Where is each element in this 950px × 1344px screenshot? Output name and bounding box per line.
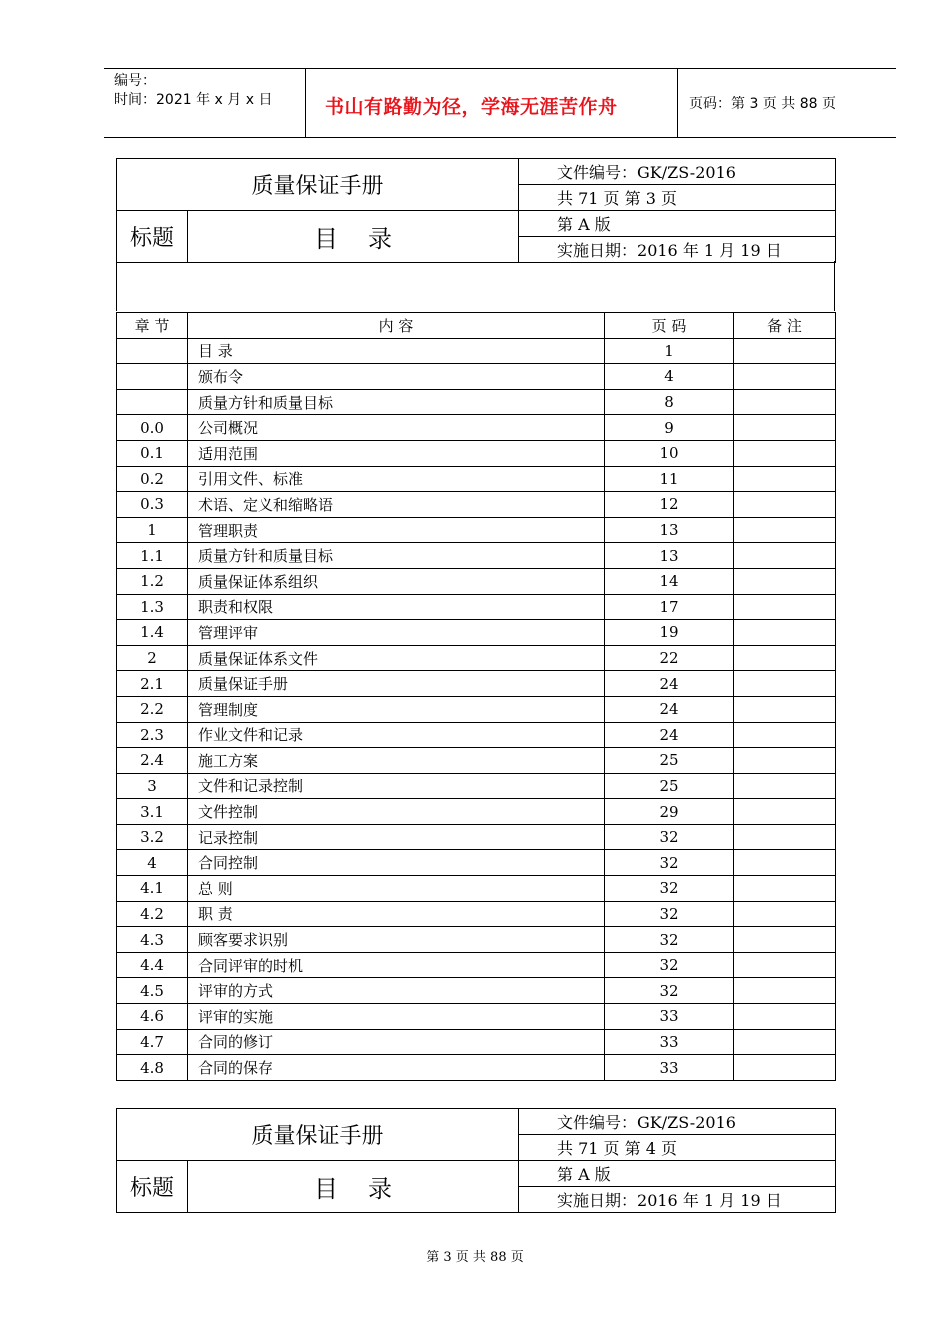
- remark-cell: [734, 492, 836, 518]
- content-cell: 评审的方式: [188, 978, 605, 1004]
- table-row: [117, 568, 836, 594]
- content-cell: 目 录: [188, 338, 605, 364]
- header-divider: [305, 69, 306, 137]
- page-cell: 14: [605, 568, 734, 594]
- top-header-band: [104, 68, 896, 138]
- document-header-table-next: [116, 1108, 836, 1213]
- remark-column-header: 备 注: [734, 313, 836, 339]
- content-cell: 施工方案: [188, 748, 605, 774]
- remark-cell: [734, 748, 836, 774]
- title-label: 标题: [117, 211, 188, 263]
- time-text: 时间：2021 年 x 月 x 日: [114, 92, 273, 108]
- chapter-cell: 4.8: [117, 1055, 188, 1081]
- table-row: [117, 671, 836, 697]
- remark-cell: [734, 824, 836, 850]
- remark-cell: [734, 901, 836, 927]
- content-cell: 文件控制: [188, 799, 605, 825]
- chapter-cell: 2.2: [117, 696, 188, 722]
- page-cell: 8: [605, 389, 734, 415]
- page-cell: 32: [605, 850, 734, 876]
- content-cell: 合同的修订: [188, 1029, 605, 1055]
- edition: 第 A 版: [519, 1161, 836, 1187]
- remark-cell: [734, 645, 836, 671]
- page-cell: 33: [605, 1004, 734, 1030]
- content-cell: 质量保证体系组织: [188, 568, 605, 594]
- document-header-table: [116, 158, 836, 263]
- page-cell: 24: [605, 696, 734, 722]
- chapter-cell: 2.4: [117, 748, 188, 774]
- table-row: [117, 748, 836, 774]
- chapter-cell: [117, 389, 188, 415]
- chapter-cell: 0.3: [117, 492, 188, 518]
- edition: 第 A 版: [519, 211, 836, 237]
- page-cell: 33: [605, 1029, 734, 1055]
- remark-cell: [734, 850, 836, 876]
- header-divider: [677, 69, 678, 137]
- title-label: 标题: [117, 1161, 188, 1213]
- table-row: [117, 440, 836, 466]
- remark-cell: [734, 466, 836, 492]
- page-cell: 1: [605, 338, 734, 364]
- remark-cell: [734, 696, 836, 722]
- remark-cell: [734, 440, 836, 466]
- content-cell: 总 则: [188, 876, 605, 902]
- content-cell: 质量保证体系文件: [188, 645, 605, 671]
- remark-cell: [734, 389, 836, 415]
- content-cell: 顾客要求识别: [188, 927, 605, 953]
- table-row: [117, 1055, 836, 1081]
- remark-cell: [734, 338, 836, 364]
- chapter-cell: 4.2: [117, 901, 188, 927]
- doc-number: 文件编号：GK/ZS-2016: [519, 159, 836, 185]
- remark-cell: [734, 364, 836, 390]
- table-row: [117, 722, 836, 748]
- content-cell: 记录控制: [188, 824, 605, 850]
- page-cell: 4: [605, 364, 734, 390]
- content-cell: 管理职责: [188, 517, 605, 543]
- remark-cell: [734, 799, 836, 825]
- chapter-cell: 2: [117, 645, 188, 671]
- chapter-cell: 3: [117, 773, 188, 799]
- page-cell: 24: [605, 722, 734, 748]
- chapter-cell: 2.3: [117, 722, 188, 748]
- table-row: [117, 466, 836, 492]
- content-column-header: 内 容: [188, 313, 605, 339]
- content-cell: 术语、定义和缩略语: [188, 492, 605, 518]
- table-row: [117, 696, 836, 722]
- chapter-cell: 4: [117, 850, 188, 876]
- table-row: [117, 901, 836, 927]
- page-cell: 13: [605, 517, 734, 543]
- page-cell: 25: [605, 773, 734, 799]
- table-row: [117, 415, 836, 441]
- table-row: [117, 799, 836, 825]
- table-row: [117, 492, 836, 518]
- content-cell: 颁布令: [188, 364, 605, 390]
- chapter-cell: 4.1: [117, 876, 188, 902]
- remark-cell: [734, 415, 836, 441]
- table-row: [117, 645, 836, 671]
- page-cell: 22: [605, 645, 734, 671]
- effective-date: 实施日期：2016 年 1 月 19 日: [519, 237, 836, 263]
- manual-title: 质量保证手册: [117, 1109, 519, 1161]
- contents-table: [116, 312, 836, 1081]
- page-count: 共 71 页 第 4 页: [519, 1135, 836, 1161]
- page-cell: 12: [605, 492, 734, 518]
- content-cell: 职 责: [188, 901, 605, 927]
- remark-cell: [734, 620, 836, 646]
- page-cell: 17: [605, 594, 734, 620]
- page-cell: 32: [605, 824, 734, 850]
- chapter-cell: 0.2: [117, 466, 188, 492]
- table-row: [117, 773, 836, 799]
- content-cell: 合同的保存: [188, 1055, 605, 1081]
- remark-cell: [734, 722, 836, 748]
- table-row: [117, 1004, 836, 1030]
- remark-cell: [734, 543, 836, 569]
- table-row: [117, 364, 836, 390]
- page-cell: 9: [605, 415, 734, 441]
- page-cell: 24: [605, 671, 734, 697]
- page-number-text: 页码：第 3 页 共 88 页: [689, 96, 836, 112]
- chapter-cell: 2.1: [117, 671, 188, 697]
- content-cell: 适用范围: [188, 440, 605, 466]
- serial-label: 编号：: [114, 73, 156, 89]
- content-cell: 管理评审: [188, 620, 605, 646]
- page-count: 共 71 页 第 3 页: [519, 185, 836, 211]
- page-cell: 32: [605, 901, 734, 927]
- content-cell: 质量方针和质量目标: [188, 543, 605, 569]
- page-cell: 11: [605, 466, 734, 492]
- page-cell: 25: [605, 748, 734, 774]
- chapter-cell: 1: [117, 517, 188, 543]
- manual-title: 质量保证手册: [117, 159, 519, 211]
- content-cell: 合同评审的时机: [188, 952, 605, 978]
- chapter-cell: 0.1: [117, 440, 188, 466]
- remark-cell: [734, 876, 836, 902]
- chapter-cell: 4.7: [117, 1029, 188, 1055]
- chapter-cell: 4.4: [117, 952, 188, 978]
- content-cell: 引用文件、标准: [188, 466, 605, 492]
- content-cell: 作业文件和记录: [188, 722, 605, 748]
- remark-cell: [734, 1055, 836, 1081]
- table-row: [117, 620, 836, 646]
- page-cell: 32: [605, 876, 734, 902]
- chapter-cell: 1.4: [117, 620, 188, 646]
- page-cell: 32: [605, 978, 734, 1004]
- chapter-cell: 3.2: [117, 824, 188, 850]
- remark-cell: [734, 517, 836, 543]
- chapter-cell: 3.1: [117, 799, 188, 825]
- page-cell: 29: [605, 799, 734, 825]
- content-cell: 管理制度: [188, 696, 605, 722]
- chapter-cell: 1.1: [117, 543, 188, 569]
- remark-cell: [734, 927, 836, 953]
- table-row: [117, 517, 836, 543]
- remark-cell: [734, 952, 836, 978]
- content-cell: 质量保证手册: [188, 671, 605, 697]
- remark-cell: [734, 978, 836, 1004]
- table-row: [117, 594, 836, 620]
- content-cell: 公司概况: [188, 415, 605, 441]
- chapter-cell: 1.2: [117, 568, 188, 594]
- content-cell: 职责和权限: [188, 594, 605, 620]
- chapter-cell: [117, 338, 188, 364]
- page-cell: 19: [605, 620, 734, 646]
- remark-cell: [734, 671, 836, 697]
- remark-cell: [734, 568, 836, 594]
- motto-text: 书山有路勤为径，学海无涯苦作舟: [325, 96, 618, 118]
- remark-cell: [734, 1004, 836, 1030]
- table-row: [117, 824, 836, 850]
- remark-cell: [734, 1029, 836, 1055]
- effective-date: 实施日期：2016 年 1 月 19 日: [519, 1187, 836, 1213]
- page-cell: 32: [605, 927, 734, 953]
- content-cell: 质量方针和质量目标: [188, 389, 605, 415]
- chapter-cell: [117, 364, 188, 390]
- content-cell: 评审的实施: [188, 1004, 605, 1030]
- page-cell: 10: [605, 440, 734, 466]
- table-row: [117, 389, 836, 415]
- table-row: [117, 952, 836, 978]
- content-cell: 文件和记录控制: [188, 773, 605, 799]
- section-subject: 目录: [188, 211, 519, 263]
- table-row: [117, 927, 836, 953]
- chapter-column-header: 章 节: [117, 313, 188, 339]
- chapter-cell: 4.3: [117, 927, 188, 953]
- page-cell: 32: [605, 952, 734, 978]
- section-subject: 目录: [188, 1161, 519, 1213]
- contents-header-row: [117, 313, 836, 339]
- chapter-cell: 4.6: [117, 1004, 188, 1030]
- page-footer: 第 3 页 共 88 页: [426, 1250, 524, 1265]
- table-row: [117, 876, 836, 902]
- blank-band: [116, 261, 835, 311]
- chapter-cell: 4.5: [117, 978, 188, 1004]
- page-cell: 13: [605, 543, 734, 569]
- page-column-header: 页 码: [605, 313, 734, 339]
- table-row: [117, 338, 836, 364]
- page-cell: 33: [605, 1055, 734, 1081]
- remark-cell: [734, 594, 836, 620]
- chapter-cell: 1.3: [117, 594, 188, 620]
- table-row: [117, 543, 836, 569]
- content-cell: 合同控制: [188, 850, 605, 876]
- remark-cell: [734, 773, 836, 799]
- table-row: [117, 850, 836, 876]
- doc-number: 文件编号：GK/ZS-2016: [519, 1109, 836, 1135]
- table-row: [117, 978, 836, 1004]
- chapter-cell: 0.0: [117, 415, 188, 441]
- table-row: [117, 1029, 836, 1055]
